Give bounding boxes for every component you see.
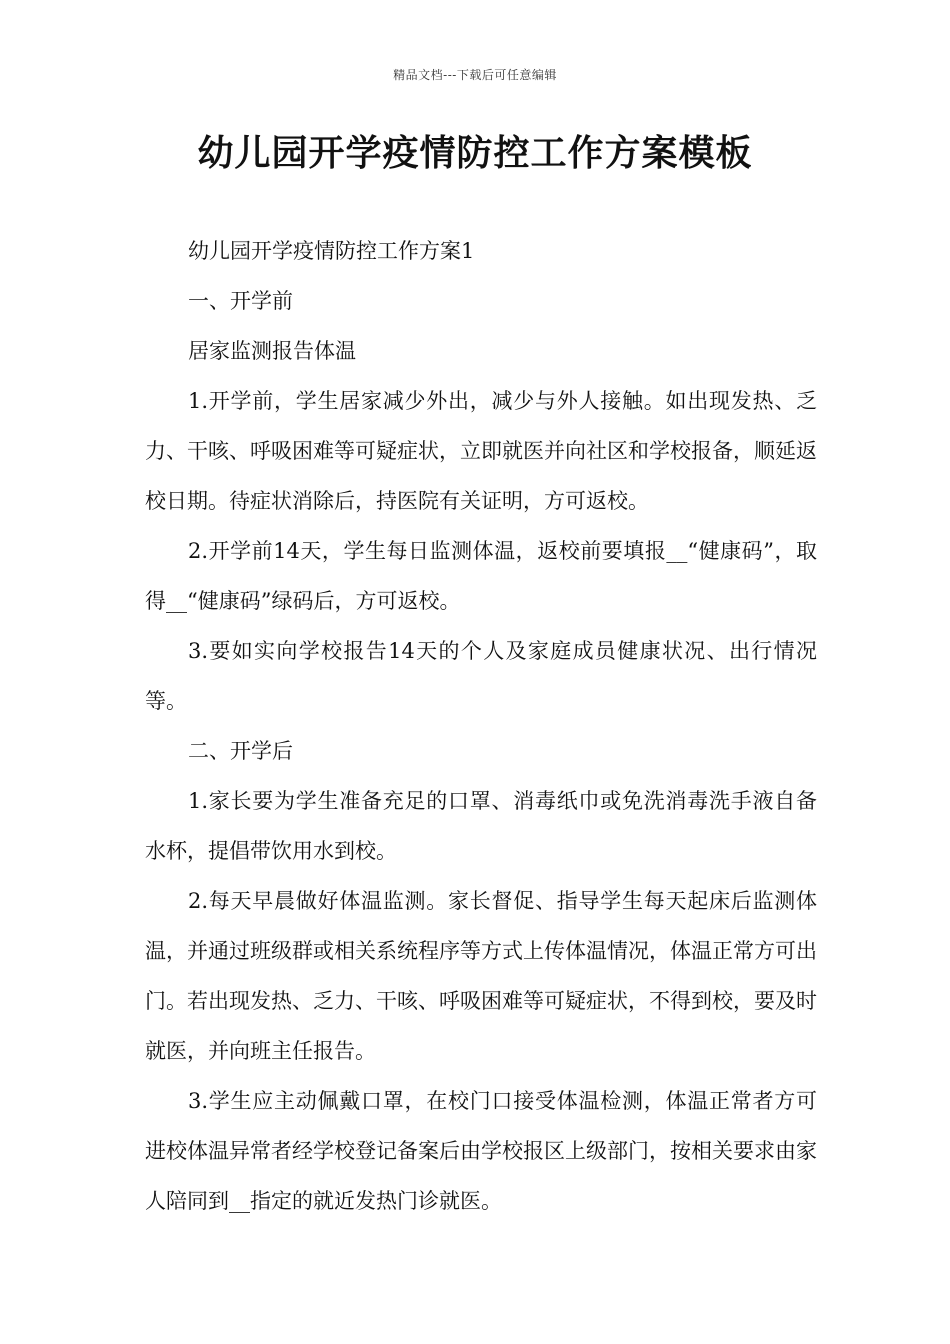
body-paragraph: 1.开学前，学生居家减少外出，减少与外人接触。如出现发热、乏力、干咳、呼吸困难等可疑症状，立即就医并向社区和学校报备，顺延返校日期。待症状消除后，持医院有关证明，方可返校。 bbox=[145, 389, 817, 513]
body-paragraph: 1.家长要为学生准备充足的口罩、消毒纸巾或免洗消毒洗手液自备水杯，提倡带饮用水到校。 bbox=[145, 789, 817, 863]
body-paragraph: 2.每天早晨做好体温监测。家长督促、指导学生每天起床后监测体温，并通过班级群或相关系统程序等方式上传体温情况，体温正常方可出门。若出现发热、乏力、干咳、呼吸困难等可疑症状，不得到校，要及时就医，并向班主任报告。 bbox=[145, 889, 817, 1063]
body-paragraph: 2.开学前14天，学生每日监测体温，返校前要填报__“健康码”，取得__“健康码”绿码后，方可返校。 bbox=[145, 539, 817, 613]
document-title: 幼儿园开学疫情防控工作方案模板 bbox=[197, 132, 753, 174]
subsection-heading: 居家监测报告体温 bbox=[188, 339, 356, 363]
section-heading: 二、开学后 bbox=[188, 739, 293, 763]
body-paragraph: 3.学生应主动佩戴口罩，在校门口接受体温检测，体温正常者方可进校体温异常者经学校登记备案后由学校报区上级部门，按相关要求由家人陪同到__指定的就近发热门诊就医。 bbox=[145, 1089, 817, 1213]
header-note: 精品文档---下载后可任意编辑 bbox=[393, 68, 557, 82]
body-paragraph: 3.要如实向学校报告14天的个人及家庭成员健康状况、出行情况等。 bbox=[145, 639, 817, 713]
section-heading: 一、开学前 bbox=[188, 289, 293, 313]
section-heading: 幼儿园开学疫情防控工作方案1 bbox=[188, 239, 475, 263]
document-body bbox=[145, 226, 817, 1226]
